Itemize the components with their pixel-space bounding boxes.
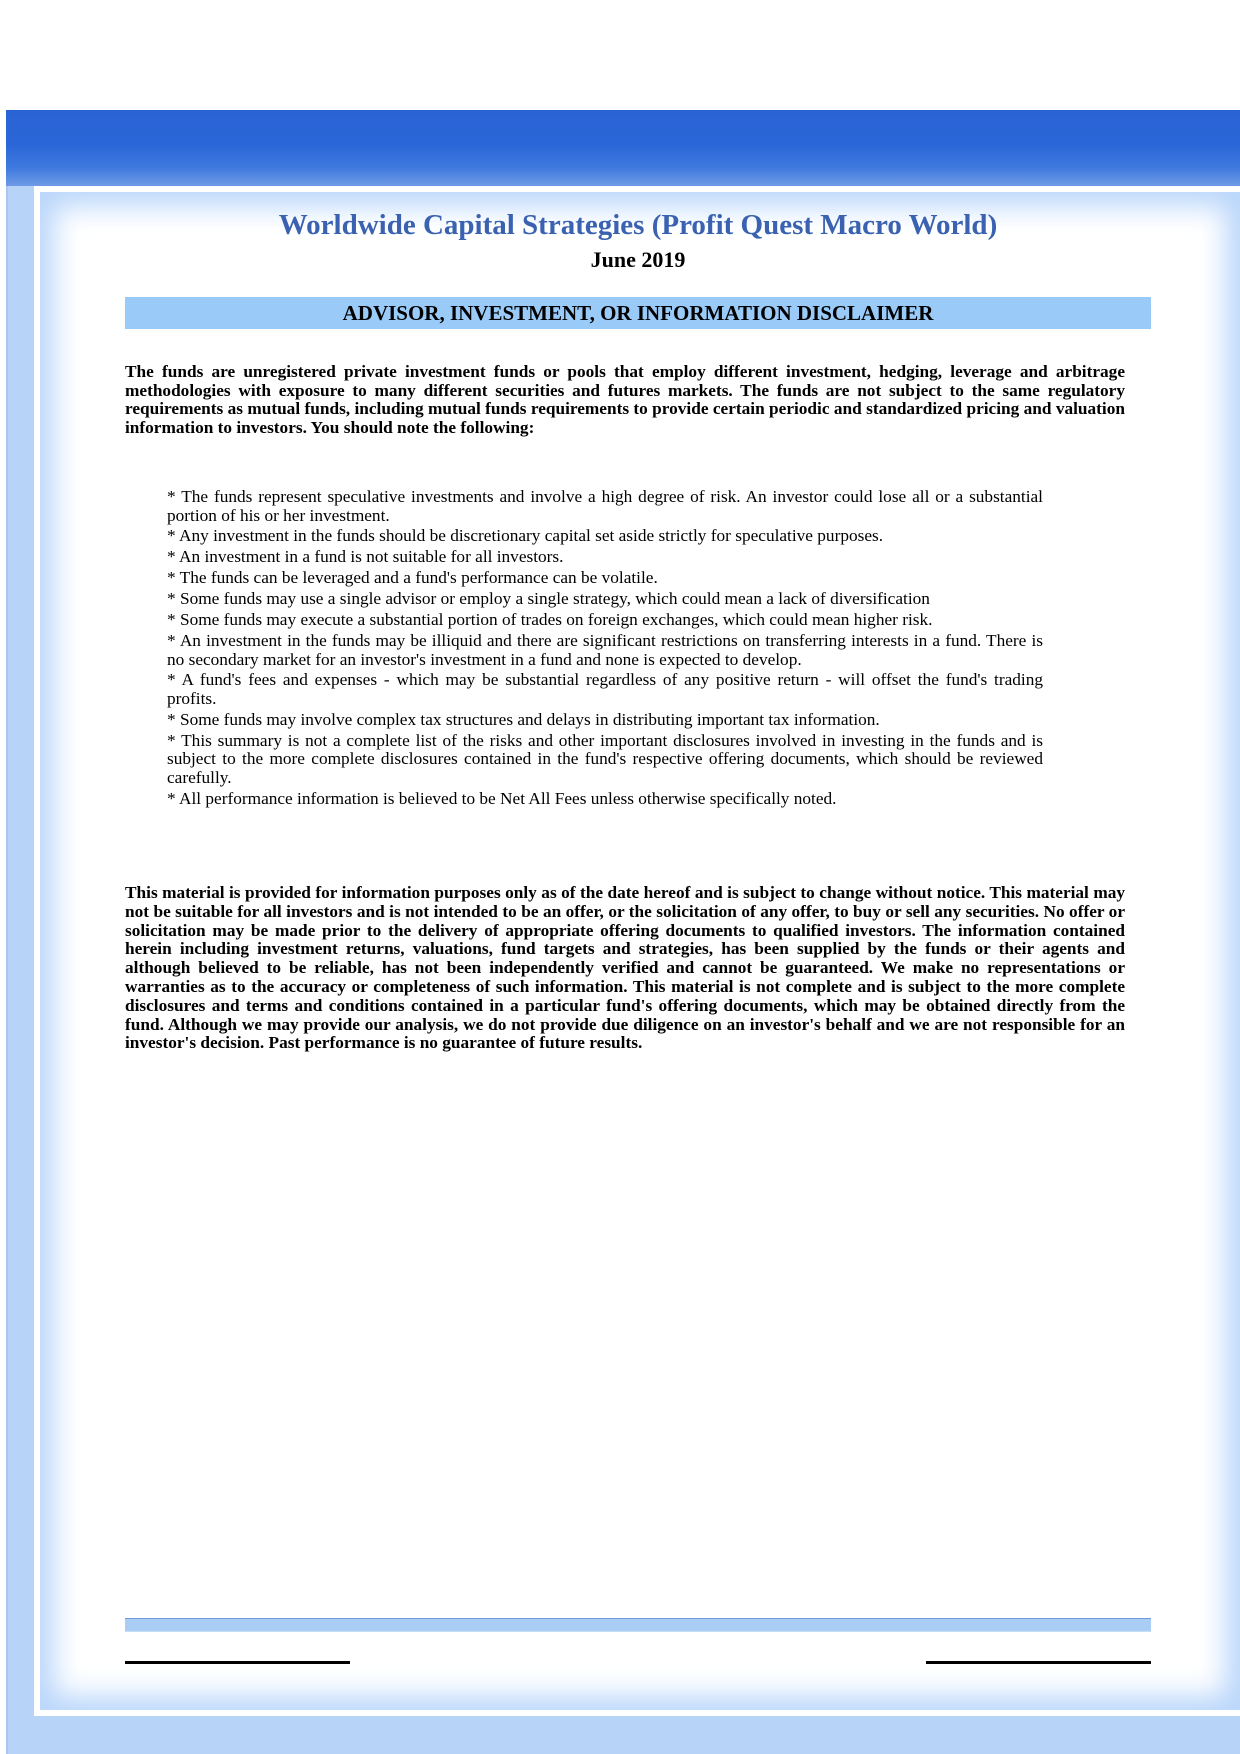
list-item: * The funds can be leveraged and a fund's performance can be volatile.	[167, 568, 658, 588]
document-date: June 2019	[590, 247, 686, 272]
list-item: * Some funds may use a single advisor or employ a single strategy, which could mean a lack of diversification	[167, 589, 930, 609]
list-item: * Some funds may involve complex tax structures and delays in distributing important tax information.	[167, 709, 880, 729]
list-item: * An investment in a fund is not suitable for all investors.	[167, 547, 564, 567]
footer-divider	[125, 1618, 1151, 1632]
list-item: * All performance information is believed to be Net All Fees unless otherwise specifically noted.	[167, 788, 837, 808]
list-item: * Some funds may execute a substantial portion of trades on foreign exchanges, which could mean higher risk.	[167, 610, 933, 630]
list-item: * Any investment in the funds should be discretionary capital set aside strictly for speculative purposes.	[167, 526, 884, 546]
intro-paragraph: The funds are unregistered private investment funds or pools that employ different investment, hedging, leverage and arbitrage methodologies with exposure to many different securities and futures markets. The funds are not subject to the same regulatory requirements as mutual funds, including mutual funds requirements to provide certain periodic and standardized pricing and valuation information to investors. You should note the following:	[125, 362, 1125, 438]
closing-paragraph: This material is provided for information purposes only as of the date hereof and is subject to change without notice. This material may not be suitable for all investors and is not intended to be an offer, or the solicitation of any offer, to buy or sell any securities. No offer or solicitation may be made prior to the delivery of appropriate offering documents to qualified investors. The information contained herein including investment returns, valuations, fund targets and strategies, has been supplied by the funds or their agents and although believed to be reliable, has not been independently verified and cannot be guaranteed. We make no representations or warranties as to the accuracy or completeness of such information. This material is not complete and is subject to the more complete disclosures and terms and conditions contained in a particular fund's offering documents, which may be obtained directly from the fund. Although we may provide our analysis, we do not provide due diligence on an investor's behalf and we are not responsible for an investor's decision. Past performance is no guarantee of future results.	[125, 883, 1125, 1053]
footer-rule-right	[926, 1661, 1151, 1664]
section-heading: ADVISOR, INVESTMENT, OR INFORMATION DISCLAIMER	[125, 297, 1151, 329]
header-band	[6, 110, 1240, 186]
list-item: * An investment in the funds may be illiquid and there are significant restrictions on transferring interests in a fund. There is no secondary market for an investor's investment in a fund and none is expected to develop.	[167, 630, 1043, 669]
list-item: * This summary is not a complete list of the risks and other important disclosures involved in investing in the funds and is subject to the more complete disclosures contained in the fund's respective offering documents, which should be reviewed carefully.	[167, 730, 1043, 787]
document-title: Worldwide Capital Strategies (Profit Quest Macro World)	[278, 209, 998, 241]
footer-rule-left	[125, 1661, 350, 1664]
list-item: * The funds represent speculative investments and involve a high degree of risk. An investor could lose all or a substantial portion of his or her investment.	[167, 487, 1043, 525]
risk-list	[167, 488, 1043, 811]
list-item: * A fund's fees and expenses - which may be substantial regardless of any positive return - will offset the fund's trading profits.	[167, 670, 1043, 709]
